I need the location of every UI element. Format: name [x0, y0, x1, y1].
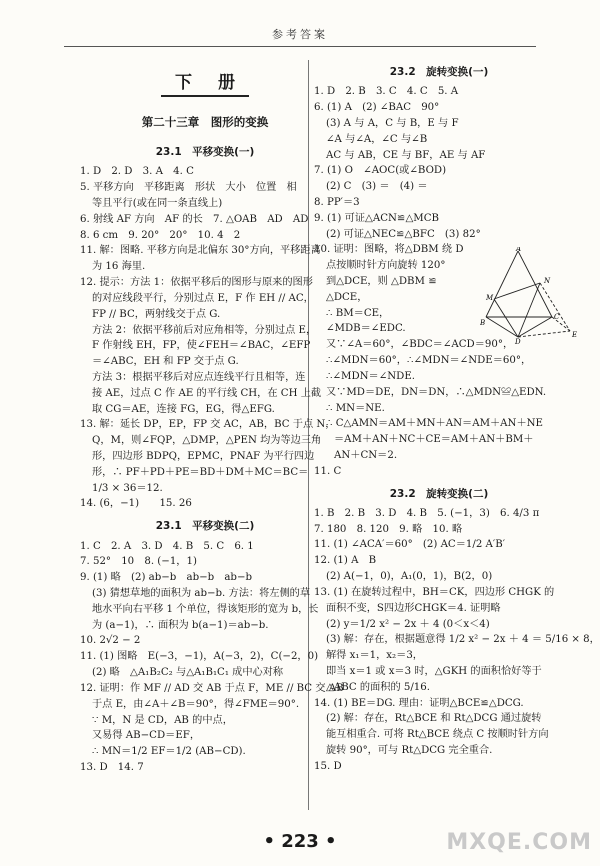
answer-line: 8. 6 cm 9. 20° 20° 10. 4 2 — [80, 229, 241, 241]
answer-line: 能互相重合. 可将 Rt△BCE 绕点 C 按顺时针方向 — [326, 729, 549, 741]
answer-line: Q，M，则∠FQP，△DMP，△PEN 均为等边三角 — [92, 435, 322, 447]
answer-line: F 作射线 EH，FP，使∠FEH＝∠BAC，∠EFP — [92, 340, 311, 352]
section-heading: 23.1 平移变换(二) — [155, 520, 255, 533]
answer-line: 又易得 AB−CD＝EF， — [92, 730, 201, 742]
watermark-logo: MXQE.COM — [446, 829, 592, 855]
answer-line: 方法 3：根据平移后对应点连线平行且相等，连 — [92, 371, 306, 383]
answer-line: ∴ MN＝1/2 EF＝1/2 (AB−CD). — [92, 746, 246, 758]
answer-line: 解得 x₁＝1，x₂＝3， — [326, 650, 423, 662]
answer-line: 15. D — [314, 760, 342, 772]
answer-line: 6. 射线 AF 方向 AF 的长 7. △OAB AD AD — [80, 213, 309, 225]
answer-line: 等且平行(或在同一条直线上) — [92, 198, 223, 210]
answer-line: 点按顺时针方向旋转 120° — [326, 260, 446, 272]
answer-line: ∴∠MDN＝∠NDE. — [326, 370, 416, 382]
answer-line: ∠A 与∠A，∠C 与∠B — [326, 133, 428, 145]
answer-line: 1/3 × 36＝12. — [92, 482, 163, 494]
answer-line: ＝∠ABC，EH 和 FP 交于点 G. — [92, 356, 239, 368]
answer-line: 取 CG＝AE，连接 FG，EG，得△EFG. — [92, 403, 275, 415]
answer-line: 即当 x＝1 或 x＝3 时，△GKH 的面积恰好等于 — [326, 665, 542, 677]
answer-line: ＝AM＋AN＋NC＋CE＝AM＋AN＋BM＋ — [334, 434, 534, 446]
answer-line: 13. D 14. 7 — [80, 761, 144, 773]
answer-line: 的对应线段平行，分别过点 E，F 作 EH // AC， — [92, 292, 314, 304]
fig-label-a: A — [516, 247, 522, 253]
answer-line: 13. (1) 在旋转过程中，BH＝CK，四边形 CHGK 的 — [314, 586, 555, 598]
fig-label-n: N — [544, 277, 551, 285]
answer-line: 形，∴ PF＋PD＋PE＝BD＋DM＋MC＝BC＝ — [92, 466, 309, 478]
answer-line: 7. 180 8. 120 9. 略 10. 略 — [314, 523, 463, 535]
geometry-figure — [480, 247, 580, 345]
answer-line: ∴ C△AMN＝AM＋MN＋AN＝AM＋AN＋NE — [326, 418, 543, 430]
section-heading: 23.2 旋转变换(一) — [389, 66, 489, 78]
fig-label-e: E — [572, 331, 578, 339]
section-heading: 23.1 平移变换(一) — [155, 146, 255, 159]
answer-line: 13. 解：延长 DP，EP，FP 交 AC，AB，BC 于点 N， — [80, 419, 336, 431]
answer-line: 1. D 2. D 3. A 4. C — [80, 166, 194, 178]
answer-line: (2) y＝1/2 x² − 2x ＋ 4 (0＜x＜4) — [326, 618, 490, 630]
answer-line: 面积不变，S四边形CHGK＝4. 证明略 — [326, 602, 501, 614]
header-rule — [64, 46, 536, 47]
answer-line: (3) A 与 A，C 与 B，E 与 F — [326, 117, 459, 129]
answer-line: 形，四边形 BDPQ，EPMC，PNAF 为平行四边 — [92, 451, 315, 463]
answer-line: (2) C (3) ＝ (4) ＝ — [326, 181, 428, 193]
answer-line: △DCE， — [326, 291, 368, 303]
answer-line: 7. (1) O ∠AOC(或∠BOD) — [314, 165, 447, 177]
answer-line: △ABC 的面积的 5/16. — [326, 681, 431, 693]
answer-line: 11. (1) ∠ACA′＝60° (2) AC＝1/2 A′B′ — [314, 539, 506, 551]
running-header: 参考答案 — [272, 28, 328, 41]
chapter-title: 第二十三章 图形的变换 — [141, 115, 269, 130]
answer-line: (2) 解：存在，Rt△BCE 和 Rt△DCG 通过旋转 — [326, 713, 542, 725]
answer-line: FP // BC，两射线交于点 G. — [92, 308, 221, 320]
page-number: • 223 • — [263, 831, 337, 852]
answer-line: 14. (1) BE＝DG. 理由：证明△BCE≌△DCG. — [314, 697, 524, 709]
answer-line: ∴ BM＝CE， — [326, 307, 390, 319]
volume-title — [80, 70, 330, 96]
answer-line: 14. (6，−1) 15. 26 — [80, 498, 192, 510]
answer-line: AC 与 AB，CE 与 BF，AE 与 AF — [326, 149, 486, 161]
answer-line: 接 AE，过点 C 作 AE 的平行线 CH，在 CH 上截 — [92, 387, 322, 399]
answer-line: 11. C — [314, 465, 342, 477]
volume-title-text: 下 册 — [161, 73, 249, 97]
answer-line: (3) 猜想草地的面积为 ab−b. 方法：将左侧的草 — [92, 588, 311, 599]
right-answers — [314, 64, 600, 775]
section-heading: 23.2 旋转变换(二) — [389, 487, 489, 500]
answer-line: 10. 证明：图略，将△DBM 绕 D — [314, 244, 464, 256]
answer-line: 12. 提示：方法 1：依据平移后的图形与原来的图形 — [80, 277, 313, 289]
answer-line: 方法 2：依据平移前后对应角相等，分别过点 E， — [92, 324, 317, 336]
answer-line: 6. (1) A (2) ∠BAC 90° — [314, 102, 440, 114]
answer-line: ∵ M，N 是 CD，AB 的中点， — [92, 714, 233, 726]
answer-line: 9. (1) 略 (2) ab−b ab−b ab−b — [80, 572, 253, 584]
answer-line: 到△DCE，则 △DBM ≌ — [326, 276, 437, 288]
answer-line: 于点 E，由∠A＋∠B＝90°，得∠FME＝90°. — [92, 698, 300, 710]
answer-line: 11. 解：图略. 平移方向是北偏东 30°方向，平移距离 — [80, 245, 321, 257]
answer-line: 地水平向右平移 1 个单位，得该矩形的宽为 b，长 — [92, 603, 319, 615]
fig-label-m: M — [486, 294, 494, 302]
answer-line: 7. 52° 10 8. (−1，1) — [80, 556, 197, 568]
answer-line: 1. B 2. B 3. D 4. B 5. (−1，3) 6. 4/3 π — [314, 507, 540, 519]
answer-line: 11. (1) 图略 E(−3，−1)，A(−3，2)，C(−2，0) — [80, 651, 319, 663]
answer-line: (2) 略 △A₁B₂C₂ 与△A₁B₁C₁ 成中心对称 — [92, 667, 284, 679]
answer-line: 8. PP′＝3 — [314, 196, 360, 208]
answer-line: 1. C 2. A 3. D 4. B 5. C 6. 1 — [80, 540, 254, 552]
answer-line: 10. 2√2 − 2 — [80, 635, 141, 647]
fig-label-d: D — [515, 338, 521, 345]
answer-line: (2) 可证△NEC≌△BFC (3) 82° — [326, 228, 481, 240]
fig-label-c: C — [554, 313, 560, 321]
right-column — [314, 58, 600, 775]
answer-line: 12. 证明：作 MF // AD 交 AB 于点 F，ME // BC 交 AB — [80, 682, 344, 694]
fig-label-b: B — [480, 319, 486, 327]
answer-line: 又∵MD＝DE，DN＝DN，∴△MDN≌△EDN. — [326, 386, 547, 398]
answer-line: 旋转 90°，可与 Rt△DCG 完全重合. — [326, 745, 493, 757]
answer-line: 9. (1) 可证△ACN≌△MCB — [314, 212, 439, 224]
answer-line: (3) 解：存在，根据题意得 1/2 x² − 2x ＋ 4 ＝ 5/16 × 8， — [326, 634, 600, 646]
answer-line: ∴ MN＝NE. — [326, 402, 385, 414]
answer-line: AN＋CN＝2. — [334, 449, 398, 461]
answer-line: 12. (1) A B — [314, 555, 377, 567]
answer-line: 5. 平移方向 平移距离 形状 大小 位置 相 — [80, 182, 297, 194]
answer-line: 1. D 2. B 3. C 4. C 5. A — [314, 86, 459, 98]
answer-line: ∴∠MDN＝60°，∴∠MDN＝∠NDE＝60°， — [326, 355, 532, 367]
answer-line: 为 (a−1)，∴ 面积为 b(a−1)＝ab−b. — [92, 619, 269, 631]
answer-line: (2) A(−1，0)，A₁(0，1)，B(2，0) — [326, 571, 493, 583]
answer-line: ∠MDB＝∠EDC. — [326, 323, 406, 335]
answer-line: 为 16 海里. — [92, 261, 146, 273]
answer-line: 又∵∠A＝60°，∠BDC＝∠ACD＝90°， — [326, 339, 514, 351]
